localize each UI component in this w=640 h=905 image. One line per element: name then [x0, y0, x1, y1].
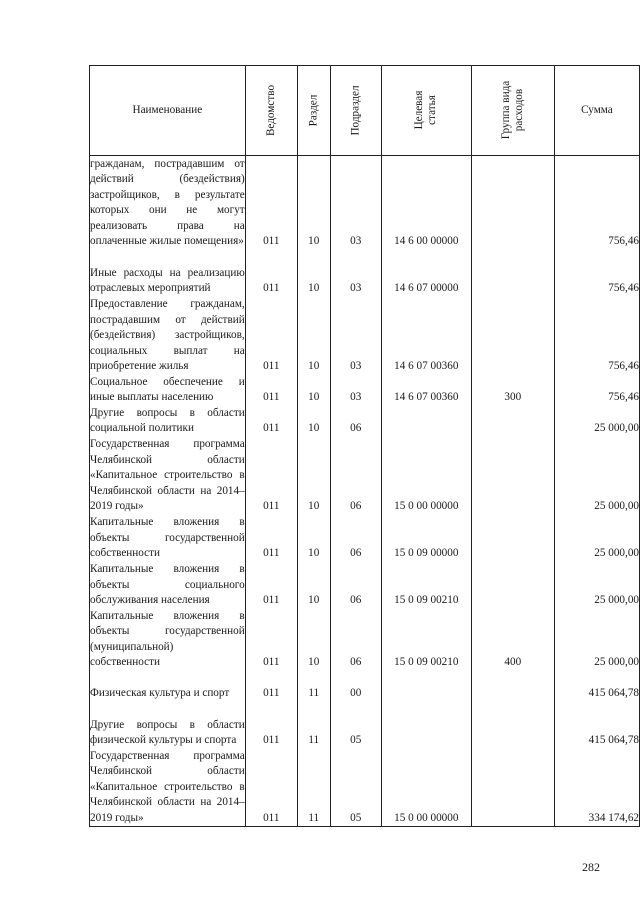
table-row — [90, 515, 640, 562]
table-row — [90, 406, 640, 437]
row-name: Иные расходы на реализацию отраслевых мероприятий — [90, 250, 246, 297]
row-celevaya: 15 0 09 00210 — [381, 562, 471, 609]
row-gruppa — [471, 515, 554, 562]
header-name: Наименование — [90, 66, 246, 156]
row-name: гражданам, пострадавшим от действий (бездействия) застройщиков, в результате которых они не могут реализовать права на оплаченные жилые помещения» — [90, 156, 246, 250]
row-name: Социальное обеспечение и иные выплаты населению — [90, 375, 246, 406]
row-podrazdel: 06 — [330, 609, 381, 671]
row-razdel: 10 — [297, 609, 330, 671]
table-row — [90, 297, 640, 375]
row-vedomstvo: 011 — [245, 562, 297, 609]
row-razdel: 10 — [297, 375, 330, 406]
row-celevaya — [381, 406, 471, 437]
row-name: Другие вопросы в области физической культуры и спорта — [90, 702, 246, 749]
row-gruppa — [471, 749, 554, 827]
row-podrazdel: 06 — [330, 406, 381, 437]
row-gruppa — [471, 297, 554, 375]
row-gruppa: 300 — [471, 375, 554, 406]
row-razdel: 10 — [297, 437, 330, 515]
row-summa: 334 174,62 — [554, 749, 639, 827]
row-summa: 25 000,00 — [554, 437, 639, 515]
row-gruppa: 400 — [471, 609, 554, 671]
row-podrazdel: 03 — [330, 250, 381, 297]
row-celevaya: 14 6 07 00360 — [381, 297, 471, 375]
row-podrazdel: 05 — [330, 749, 381, 827]
table-row — [90, 250, 640, 297]
row-celevaya: 15 0 00 00000 — [381, 437, 471, 515]
table-row — [90, 375, 640, 406]
row-podrazdel: 03 — [330, 297, 381, 375]
row-summa: 25 000,00 — [554, 515, 639, 562]
header-row — [90, 66, 640, 156]
row-gruppa — [471, 702, 554, 749]
row-podrazdel: 06 — [330, 562, 381, 609]
row-gruppa — [471, 250, 554, 297]
row-celevaya: 14 6 07 00360 — [381, 375, 471, 406]
row-vedomstvo: 011 — [245, 671, 297, 702]
table-row — [90, 562, 640, 609]
row-celevaya: 15 0 09 00210 — [381, 609, 471, 671]
row-vedomstvo: 011 — [245, 297, 297, 375]
row-summa: 25 000,00 — [554, 609, 639, 671]
row-name: Другие вопросы в области социальной политики — [90, 406, 246, 437]
row-razdel: 11 — [297, 671, 330, 702]
row-celevaya — [381, 702, 471, 749]
row-name: Капитальные вложения в объекты государственной собственности — [90, 515, 246, 562]
row-vedomstvo: 011 — [245, 437, 297, 515]
row-vedomstvo: 011 — [245, 375, 297, 406]
row-podrazdel: 06 — [330, 515, 381, 562]
row-razdel: 10 — [297, 297, 330, 375]
row-celevaya: 14 6 07 00000 — [381, 250, 471, 297]
row-vedomstvo: 011 — [245, 250, 297, 297]
row-razdel: 10 — [297, 250, 330, 297]
header-razdel: Раздел — [297, 66, 330, 156]
row-summa: 756,46 — [554, 297, 639, 375]
row-gruppa — [471, 671, 554, 702]
row-razdel: 10 — [297, 562, 330, 609]
row-podrazdel: 05 — [330, 702, 381, 749]
table-row — [90, 437, 640, 515]
row-name: Капитальные вложения в объекты социального обслуживания населения — [90, 562, 246, 609]
row-vedomstvo: 011 — [245, 156, 297, 250]
table-row — [90, 156, 640, 250]
row-summa: 415 064,78 — [554, 702, 639, 749]
row-podrazdel: 06 — [330, 437, 381, 515]
row-summa: 25 000,00 — [554, 562, 639, 609]
row-summa: 415 064,78 — [554, 671, 639, 702]
row-gruppa — [471, 406, 554, 437]
row-name: Капитальные вложения в объекты государственной (муниципальной) собственности — [90, 609, 246, 671]
row-gruppa — [471, 562, 554, 609]
row-podrazdel: 03 — [330, 375, 381, 406]
row-summa: 756,46 — [554, 375, 639, 406]
header-podrazdel: Подраздел — [330, 66, 381, 156]
row-razdel: 11 — [297, 749, 330, 827]
row-gruppa — [471, 437, 554, 515]
row-name: Предоставление гражданам, пострадавшим от действий (бездействия) застройщиков, социальных выплат на приобретение жилья — [90, 297, 246, 375]
table-row — [90, 609, 640, 671]
row-celevaya — [381, 671, 471, 702]
row-name: Физическая культура и спорт — [90, 671, 246, 702]
row-vedomstvo: 011 — [245, 702, 297, 749]
row-vedomstvo: 011 — [245, 406, 297, 437]
budget-table — [89, 65, 640, 827]
row-razdel: 10 — [297, 406, 330, 437]
row-name: Государственная программа Челябинской области «Капитальное строительство в Челябинской области на 2014–2019 годы» — [90, 749, 246, 827]
row-summa: 756,46 — [554, 156, 639, 250]
header-vedomstvo: Ведомство — [245, 66, 297, 156]
header-gruppa: Группа вида расходов — [471, 66, 554, 156]
header-summa: Сумма — [554, 66, 639, 156]
row-razdel: 11 — [297, 702, 330, 749]
row-summa: 756,46 — [554, 250, 639, 297]
header-celevaya: Целевая статья — [381, 66, 471, 156]
row-vedomstvo: 011 — [245, 515, 297, 562]
row-podrazdel: 03 — [330, 156, 381, 250]
row-razdel: 10 — [297, 156, 330, 250]
page-number: 282 — [582, 860, 600, 874]
row-gruppa — [471, 156, 554, 250]
table-row — [90, 749, 640, 827]
row-celevaya: 15 0 09 00000 — [381, 515, 471, 562]
row-summa: 25 000,00 — [554, 406, 639, 437]
row-celevaya: 14 6 00 00000 — [381, 156, 471, 250]
row-vedomstvo: 011 — [245, 749, 297, 827]
row-celevaya: 15 0 00 00000 — [381, 749, 471, 827]
table-row — [90, 671, 640, 702]
row-name: Государственная программа Челябинской области «Капитальное строительство в Челябинской области на 2014–2019 годы» — [90, 437, 246, 515]
table-row — [90, 702, 640, 749]
row-vedomstvo: 011 — [245, 609, 297, 671]
row-razdel: 10 — [297, 515, 330, 562]
row-podrazdel: 00 — [330, 671, 381, 702]
